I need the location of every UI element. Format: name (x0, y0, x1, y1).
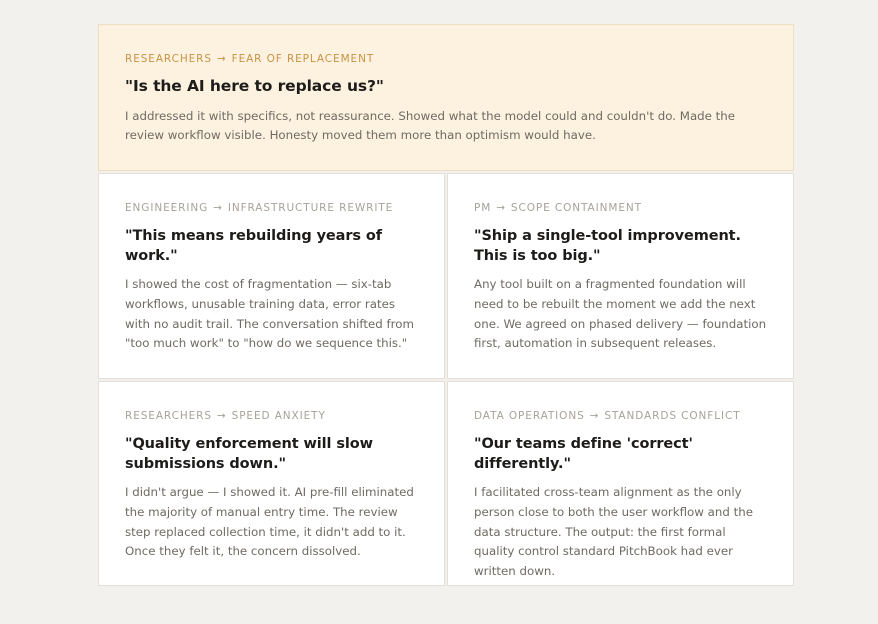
card-kicker (125, 409, 418, 423)
card-body: I showed the cost of fragmentation — six-tab workflows, unusable training data, error rates with no audit trail. The conversation shifted from "too much work" to "how do we sequence this." (125, 277, 414, 351)
kicker-category: RESEARCHERS (125, 53, 212, 65)
objection-card-standards-conflict (447, 381, 794, 586)
card-kicker (125, 201, 418, 215)
card-body: I didn't argue — I showed it. AI pre-fill eliminated the majority of manual entry time. The review step replaced collection time, it didn't add to it. Once they felt it, the concern dissolved. (125, 485, 414, 559)
objection-card-infrastructure-rewrite (98, 173, 445, 379)
card-quote: "Ship a single-tool improvement. This is too big." (474, 228, 741, 264)
card-quote: "This means rebuilding years of work." (125, 228, 382, 264)
card-body: I addressed it with specifics, not reassurance. Showed what the model could and couldn't do. Made the review workflow visible. Honesty moved them more than optimism would have. (125, 108, 736, 143)
card-quote: "Our teams define 'correct' differently." (474, 436, 693, 472)
kicker-category: PM (474, 202, 492, 214)
arrow-icon: → (589, 410, 600, 422)
objection-card-fear-of-replacement (98, 24, 794, 171)
kicker-category: ENGINEERING (125, 202, 209, 214)
arrow-icon: → (216, 410, 227, 422)
kicker-category: DATA OPERATIONS (474, 410, 585, 422)
kicker-topic: STANDARDS CONFLICT (604, 410, 741, 422)
objection-card-speed-anxiety (98, 381, 445, 586)
card-quote: "Quality enforcement will slow submissions down." (125, 436, 373, 472)
card-body: Any tool built on a fragmented foundation will need to be rebuilt the moment we add the next one. We agreed on phased delivery — foundation first, automation in subsequent releases. (474, 277, 767, 351)
card-kicker (474, 409, 767, 423)
kicker-topic: SPEED ANXIETY (231, 410, 326, 422)
kicker-category: RESEARCHERS (125, 410, 212, 422)
card-kicker (125, 52, 767, 66)
arrow-icon: → (213, 202, 223, 214)
objection-card-scope-containment (447, 173, 794, 379)
kicker-topic: FEAR OF REPLACEMENT (231, 53, 375, 65)
kicker-topic: SCOPE CONTAINMENT (510, 202, 642, 214)
card-kicker (474, 201, 767, 215)
arrow-icon: → (216, 53, 227, 65)
arrow-icon: → (496, 202, 506, 214)
kicker-topic: INFRASTRUCTURE REWRITE (227, 202, 394, 214)
card-quote: "Is the AI here to replace us?" (125, 77, 384, 95)
card-body: I facilitated cross-team alignment as the only person close to both the user workflow and the data structure. The output: the first formal quality control standard PitchBook had ever written down. (474, 485, 753, 579)
